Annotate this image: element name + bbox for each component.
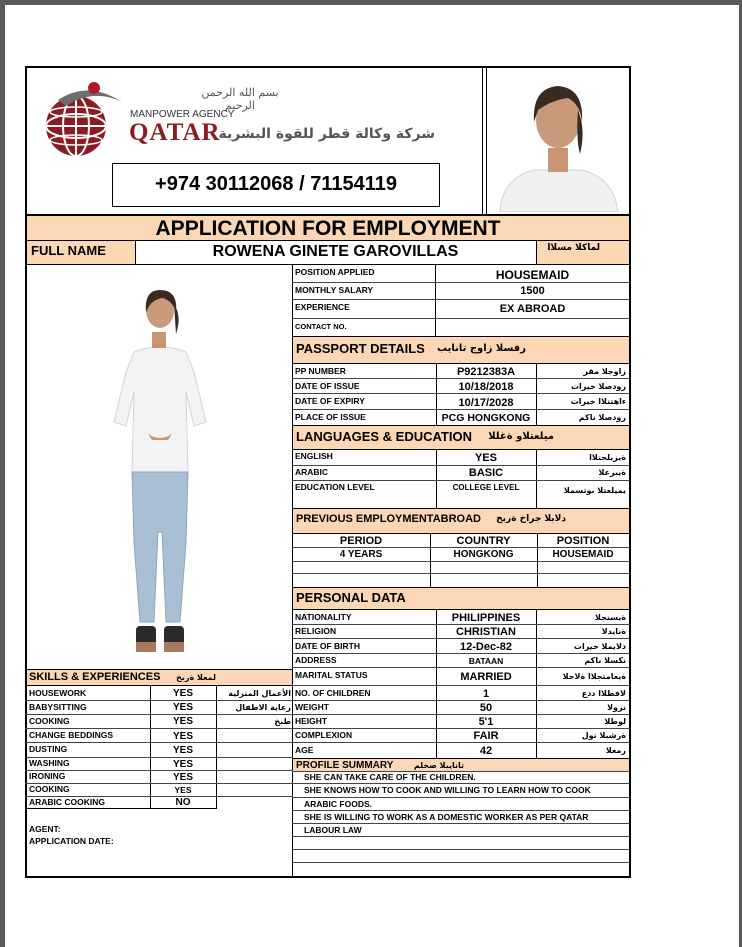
- prev-row-period: 4 YEARS: [339, 549, 383, 560]
- skills-section-title: SKILLS & EXPERIENCES: [29, 671, 161, 683]
- skill-cooking-2-label: COOKING: [29, 784, 70, 794]
- skill-housework-label: HOUSEWORK: [29, 688, 87, 698]
- place-of-issue-arabic: رودصلا ناكم: [578, 413, 626, 422]
- date-of-birth-value: 12-Dec-82: [460, 641, 512, 653]
- languages-section-title: LANGUAGES & EDUCATION: [296, 429, 472, 444]
- profile-line-2: SHE KNOWS HOW TO COOK AND WILLING TO LEARN HOW TO COOK: [304, 785, 591, 795]
- agency-big-title: QATAR: [129, 119, 221, 146]
- date-of-issue-label: DATE OF ISSUE: [295, 381, 360, 391]
- skill-washing-value: YES: [172, 759, 193, 770]
- experience-label: EXPERIENCE: [295, 302, 350, 312]
- address-value: BATAAN: [468, 656, 504, 666]
- languages-section-arabic: ميلعتلاو ةغللا: [488, 431, 554, 442]
- skill-change-beddings-label: CHANGE BEDDINGS: [29, 730, 114, 740]
- full-name-value: ROWENA GINETE GAROVILLAS: [212, 243, 459, 260]
- nationality-label: NATIONALITY: [295, 612, 352, 622]
- date-of-birth-arabic: دلايملا خيرات: [573, 642, 626, 651]
- height-label: HEIGHT: [295, 716, 328, 726]
- phone-number: +974 30112068 / 71154119: [155, 173, 397, 195]
- personal-section-title: PERSONAL DATA: [296, 590, 406, 605]
- agency-small-title: MANPOWER AGENCY: [130, 109, 235, 120]
- phone-box: [112, 163, 440, 207]
- date-of-issue-value: 10/18/2018: [458, 381, 514, 393]
- weight-arabic: نزولا: [607, 703, 626, 712]
- skill-ironing-label: IRONING: [29, 771, 66, 781]
- pp-number-arabic: زاوجلا مقر: [583, 367, 626, 376]
- profile-line-4: SHE IS WILLING TO WORK AS A DOMESTIC WORKER AS PER QATAR: [304, 812, 589, 822]
- skill-babysitting-value: YES: [172, 702, 193, 713]
- skill-arabic-cooking-value: NO: [175, 797, 191, 808]
- age-label: AGE: [295, 745, 314, 755]
- profile-summary-title: PROFILE SUMMARY: [296, 760, 394, 771]
- skills-section-arabic: لمعلا ةربخ: [176, 673, 216, 682]
- arabic-label: ARABIC: [295, 467, 329, 477]
- contact-no-label: CONTACT NO.: [295, 322, 347, 331]
- education-level-value: COLLEGE LEVEL: [452, 483, 520, 492]
- english-label: ENGLISH: [295, 451, 333, 461]
- nationality-value: PHILIPPINES: [451, 612, 521, 624]
- skill-dusting-label: DUSTING: [29, 744, 68, 754]
- monthly-salary-value: 1500: [520, 285, 545, 297]
- weight-label: WEIGHT: [295, 702, 329, 712]
- marital-status-arabic: ةيعامتجلاا ةلاحلا: [562, 672, 626, 681]
- passport-section-arabic: رفسلا زاوج تانايب: [436, 343, 526, 354]
- prev-header-position: POSITION: [556, 535, 610, 547]
- complexion-label: COMPLEXION: [295, 730, 353, 740]
- agency-logo: [38, 80, 128, 160]
- prev-header-period: PERIOD: [339, 535, 383, 547]
- agent-label: AGENT:: [29, 824, 61, 834]
- children-value: 1: [482, 688, 490, 700]
- position-applied-value: HOUSEMAID: [495, 268, 570, 282]
- address-label: ADDRESS: [295, 655, 337, 665]
- skill-washing-label: WASHING: [29, 758, 70, 768]
- form-title: APPLICATION FOR EMPLOYMENT: [155, 217, 501, 240]
- agency-arabic-title: شركة وكالة قطر للقوة البشرية: [218, 126, 435, 142]
- skill-housework-arabic: الأعمال المنزلية: [228, 689, 291, 698]
- marital-status-value: MARRIED: [460, 671, 512, 683]
- english-value: YES: [474, 452, 497, 464]
- complexion-value: FAIR: [473, 730, 499, 742]
- date-of-expiry-label: DATE OF EXPIRY: [295, 396, 365, 406]
- date-of-birth-label: DATE OF BIRTH: [295, 641, 361, 651]
- education-level-label: EDUCATION LEVEL: [295, 482, 375, 492]
- previous-employment-title: PREVIOUS EMPLOYMENTABROAD: [296, 513, 481, 525]
- full-body-photo: [90, 282, 230, 667]
- skill-babysitting-arabic: رعاية الاطفال: [235, 703, 291, 712]
- skill-ironing-value: YES: [172, 772, 193, 783]
- education-level-arabic: يميلعتلا ىوتسملا: [563, 486, 626, 495]
- profile-line-1: SHE CAN TAKE CARE OF THE CHILDREN.: [304, 772, 476, 782]
- children-arabic: لافطلاا ددع: [581, 689, 626, 698]
- place-of-issue-value: PCG HONGKONG: [441, 412, 531, 424]
- skill-cooking-arabic: طبخ: [274, 717, 291, 726]
- globe-logo-icon: [38, 80, 128, 160]
- age-value: 42: [479, 745, 493, 757]
- full-name-label: FULL NAME: [31, 243, 106, 258]
- skill-housework-value: YES: [172, 688, 193, 699]
- arabic-arabic: ةيبرعلا: [598, 468, 626, 477]
- profile-summary-arabic: تانايبلا صخلم: [413, 761, 464, 770]
- place-of-issue-label: PLACE OF ISSUE: [295, 412, 366, 422]
- passport-section-title: PASSPORT DETAILS: [296, 341, 425, 356]
- nationality-arabic: ةيسنجلا: [595, 613, 626, 622]
- marital-status-label: MARITAL STATUS: [295, 670, 368, 680]
- date-of-issue-arabic: رودصلا خيرات: [570, 382, 626, 391]
- religion-arabic: ةنايدلا: [601, 627, 626, 636]
- date-of-expiry-arabic: ءاهتنلاا خيرات: [570, 397, 626, 406]
- prev-row-country: HONGKONG: [453, 549, 514, 560]
- prev-header-country: COUNTRY: [456, 535, 511, 547]
- address-arabic: نكسلا ناكم: [584, 656, 626, 665]
- profile-line-3: ARABIC FOODS.: [304, 799, 372, 809]
- pp-number-label: PP NUMBER: [295, 366, 346, 376]
- previous-employment-arabic: دلابلا جراخ ةربخ: [496, 514, 566, 524]
- height-value: 5'1: [478, 716, 494, 728]
- skill-cooking-label: COOKING: [29, 716, 70, 726]
- weight-value: 50: [479, 702, 493, 714]
- skill-change-beddings-value: YES: [172, 731, 193, 742]
- english-arabic: ةيزيلجنلاا: [589, 453, 626, 462]
- experience-value: EX ABROAD: [499, 303, 566, 315]
- skill-babysitting-label: BABYSITTING: [29, 702, 87, 712]
- religion-label: RELIGION: [295, 626, 337, 636]
- profile-line-5: LABOUR LAW: [304, 825, 362, 835]
- age-arabic: رمعلا: [605, 746, 626, 755]
- religion-value: CHRISTIAN: [456, 626, 516, 638]
- skill-cooking-value: YES: [172, 716, 193, 727]
- prev-row-position: HOUSEMAID: [552, 549, 614, 560]
- basmala: بسم الله الرحمن الرحيم: [201, 86, 279, 112]
- position-applied-label: POSITION APPLIED: [295, 267, 375, 277]
- monthly-salary-label: MONTHLY SALARY: [295, 285, 374, 295]
- full-name-arabic: لماكلا مسلاا: [547, 243, 600, 253]
- skill-arabic-cooking-label: ARABIC COOKING: [29, 797, 106, 807]
- application-date-label: APPLICATION DATE:: [29, 836, 114, 846]
- children-label: NO. OF CHILDREN: [295, 688, 371, 698]
- height-arabic: لوطلا: [604, 717, 626, 726]
- date-of-expiry-value: 10/17/2028: [458, 397, 514, 409]
- pp-number-value: P9212383A: [456, 366, 516, 378]
- skill-cooking-2-value: YES: [174, 785, 192, 795]
- complexion-arabic: ةرشبلا نول: [581, 731, 626, 740]
- arabic-value: BASIC: [468, 467, 504, 479]
- headshot-photo: [490, 70, 626, 212]
- skill-dusting-value: YES: [172, 745, 193, 756]
